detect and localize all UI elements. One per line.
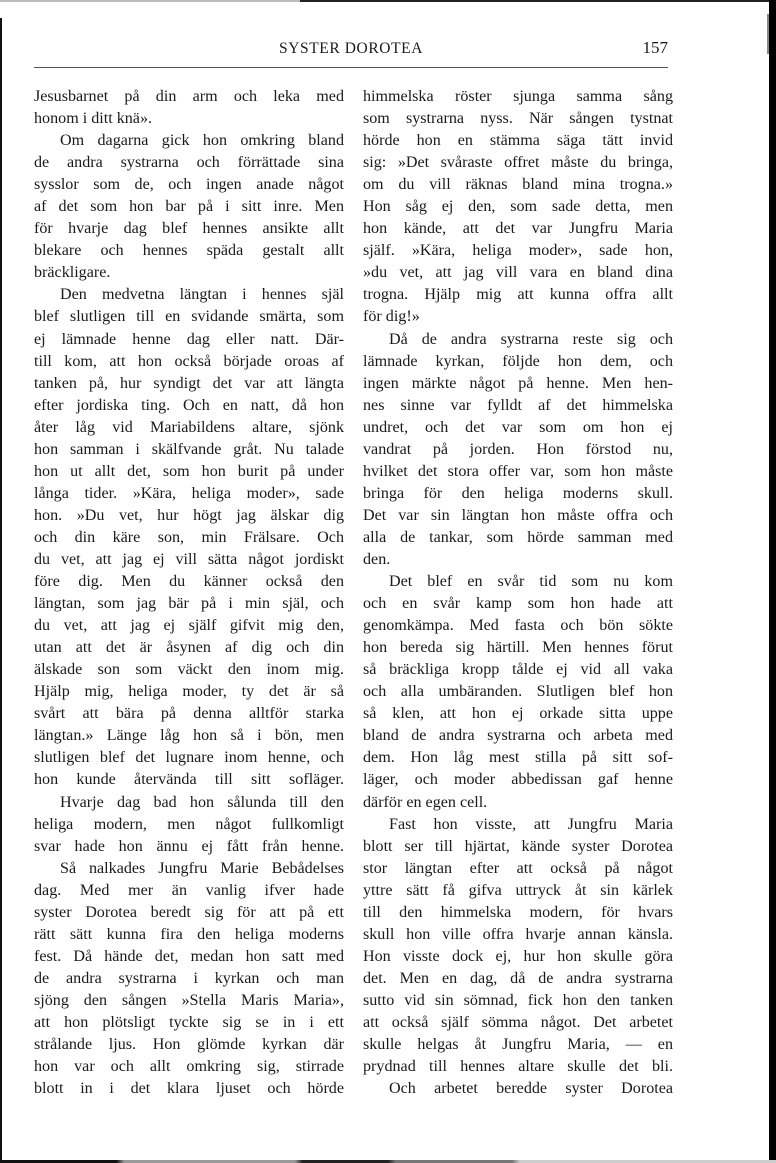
text-line: tanken på, hur syndigt det var att längta: [34, 374, 344, 392]
text-line: före dig. Men du känner också den: [34, 573, 344, 591]
text-line: bland de andra systrarna och arbeta med: [363, 727, 673, 745]
text-line: och en svår kamp som hon hade att: [363, 595, 673, 613]
text-line: blekare och hennes späda gestalt allt: [34, 242, 344, 260]
text-line: Fast hon visste, att Jungfru Maria: [389, 815, 673, 833]
text-line: dag. Med mer än vanlig ifver hade: [34, 881, 344, 899]
text-line: Det var sin längtan hon måste offra och: [363, 506, 673, 524]
text-line: nes sinne var fylldt af det himmelska: [363, 396, 673, 414]
text-line: prydnad till hennes altare skulle det bli.: [363, 1058, 673, 1076]
text-line: sjöng den sången »Stella Maris Maria»,: [34, 991, 344, 1009]
text-line: undret, och det var som om hon ej: [363, 418, 673, 436]
text-line: om du vill räknas bland mina trogna.»: [363, 176, 673, 194]
text-line: Hon visste dock ej, hur hon skulle göra: [363, 947, 673, 965]
text-line: Den medvetna längtan i hennes själ: [60, 286, 344, 304]
text-line: blef slutligen till en svidande smärta, som: [34, 308, 344, 326]
text-line: längtan.» Länge låg hon så i bön, men: [34, 727, 344, 745]
text-line: för hvarje dag blef hennes ansikte allt: [34, 220, 344, 238]
text-line: långa tider. »Kära, heliga moder», sade: [34, 484, 344, 502]
text-line: heliga modern, men något fullkomligt: [34, 815, 344, 833]
text-line: den.: [363, 550, 391, 568]
text-line: bringa för den heliga moderns skull.: [363, 484, 673, 502]
text-line: det. Men en dag, då de andra systrarna: [363, 969, 673, 987]
text-line: svar hade hon ännu ej fått från henne.: [34, 837, 344, 855]
text-line: strålande ljus. Hon glömde kyrkan där: [34, 1036, 344, 1054]
text-line: till kom, att hon också började oroas af: [34, 352, 344, 370]
running-title: SYSTER DOROTEA: [278, 40, 424, 57]
text-line: Hvarje dag bad hon sålunda till den: [60, 793, 344, 811]
text-line: Jesusbarnet på din arm och leka med: [34, 88, 344, 105]
header-rule: [34, 67, 668, 68]
text-line: genomkämpa. Med fasta och bön sökte: [363, 617, 673, 635]
text-line: lämnade kyrkan, följde hon dem, och: [363, 352, 673, 370]
text-line: slutligen blef det lugnare inom henne, och: [34, 749, 344, 767]
text-line: yttre sätt få gifva uttryck åt sin kärlek: [363, 881, 673, 899]
text-line: älskade son som väckt den inom mig.: [34, 661, 344, 679]
text-line: sig: »Det svåraste offret måste du bringa,: [363, 154, 673, 172]
text-line: sysslor som de, och ingen anade något: [34, 176, 344, 194]
text-line: läger, och moder abbedissan gaf henne: [363, 771, 673, 789]
text-line: dem. Hon låg mest stilla på sitt sof-: [363, 749, 673, 767]
text-line: trogna. Hjälp mig att kunna offra allt: [363, 286, 673, 304]
text-line: hvilket det stora offer var, som hon måste: [363, 462, 673, 480]
text-line: vandrat på jorden. Hon förstod nu,: [363, 440, 673, 458]
text-line: af det som hon bar på i sitt inre. Men: [34, 198, 344, 216]
text-line: de andra systrarna i kyrkan och man: [34, 969, 344, 987]
text-line: själf. »Kära, heliga moder», sade hon,: [363, 242, 673, 260]
text-line: hon kunde återvända till sitt sofläger.: [34, 771, 344, 789]
text-line: bräckligare.: [34, 264, 111, 282]
text-line: svårt att bära på denna alltför starka: [34, 705, 344, 723]
text-line: skull hon ville offra hvarje annan känsla.: [363, 925, 673, 943]
text-line: Hon såg ej den, som sade detta, men: [363, 198, 673, 216]
text-line: Det blef en svår tid som nu kom: [389, 573, 673, 591]
text-line: Och arbetet beredde syster Dorotea: [389, 1080, 673, 1098]
text-line: skulle helgas åt Jungfru Maria, — en: [363, 1036, 673, 1054]
text-line: att också själf sömma något. Det arbetet: [363, 1013, 673, 1031]
text-line: »du vet, att jag vill vara en bland dina: [363, 264, 673, 282]
text-line: honom i ditt knä».: [34, 110, 153, 128]
text-line: ej lämnade henne dag eller natt. Där-: [34, 330, 344, 348]
text-line: sutto vid sin sömnad, fick hon den tanken: [363, 991, 673, 1009]
text-line: åter låg vid Mariabildens altare, sjönk: [34, 418, 344, 436]
text-line: alla de tankar, som hörde samman med: [363, 528, 673, 546]
left-column: [34, 86, 344, 1100]
text-line: som systrarna nyss. När sången tystnat: [363, 110, 673, 128]
scan-edge-right-inner: [767, 14, 769, 54]
text-line: därför en egen cell.: [363, 793, 488, 811]
text-line: Då de andra systrarna reste sig och: [389, 330, 673, 348]
text-line: och din käre son, min Frälsare. Och: [34, 528, 344, 546]
text-line: hon samman i skälfvande gråt. Nu talade: [34, 440, 344, 458]
text-line: blott in i det klara ljuset och hörde: [34, 1080, 344, 1098]
page-number: 157: [642, 38, 668, 57]
scan-edge-top-light: [0, 0, 300, 2]
text-line: himmelska röster sjunga samma sång: [363, 88, 673, 105]
text-line: till den himmelska modern, för hvars: [363, 903, 673, 921]
text-line: stor längtan efter att också på något: [363, 859, 673, 877]
text-line: du vet, att jag ej vill sätta något jordiskt: [34, 550, 344, 568]
text-line: hon. »Du vet, hur högt jag älskar dig: [34, 506, 344, 524]
text-line: längtan, som jag bär på i min själ, och: [34, 595, 344, 613]
text-line: hon ut allt det, som hon burit på under: [34, 462, 344, 480]
text-line: ingen märkte något på henne. Men hen-: [363, 374, 673, 392]
text-line: hon bereda sig härtill. Men hennes förut: [363, 639, 673, 657]
running-header: [34, 38, 668, 66]
text-line: fest. Då hände det, medan hon satt med: [34, 947, 344, 965]
text-line: hörde hon en stämma säga tätt invid: [363, 132, 673, 150]
text-line: för dig!»: [363, 308, 420, 326]
right-column: [363, 86, 673, 1100]
scan-edge-left: [0, 18, 2, 1163]
text-line: hon kände, att det var Jungfru Maria: [363, 220, 673, 238]
text-line: du vet, att jag ej själf gifvit mig den,: [34, 617, 344, 635]
scan-edge-right: [769, 0, 776, 1163]
text-line: och alla umbäranden. Slutligen blef hon: [363, 683, 673, 701]
text-line: blott ser till hjärtat, kände syster Dorotea: [363, 837, 673, 855]
text-line: de andra systrarna och förrättade sina: [34, 154, 344, 172]
text-line: utan att det är åsynen af dig och din: [34, 639, 344, 657]
text-line: Så nalkades Jungfru Marie Bebådelses: [60, 859, 344, 877]
text-line: Om dagarna gick hon omkring bland: [60, 132, 344, 150]
text-line: Hjälp mig, heliga moder, ty det är så: [34, 683, 344, 701]
text-line: efter jordiska ting. Och en natt, då hon: [34, 396, 344, 414]
text-line: syster Dorotea beredt sig för att på ett: [34, 903, 344, 921]
text-line: så bräckliga kropp tålde ej vid all vaka: [363, 661, 673, 679]
text-line: rätt sätt kunna fira den heliga moderns: [34, 925, 344, 943]
text-line: att hon plötsligt tyckte sig se in i ett: [34, 1013, 344, 1031]
text-line: hon var och allt omkring sig, stirrade: [34, 1058, 344, 1076]
text-line: så klen, att hon ej orkade sitta uppe: [363, 705, 673, 723]
